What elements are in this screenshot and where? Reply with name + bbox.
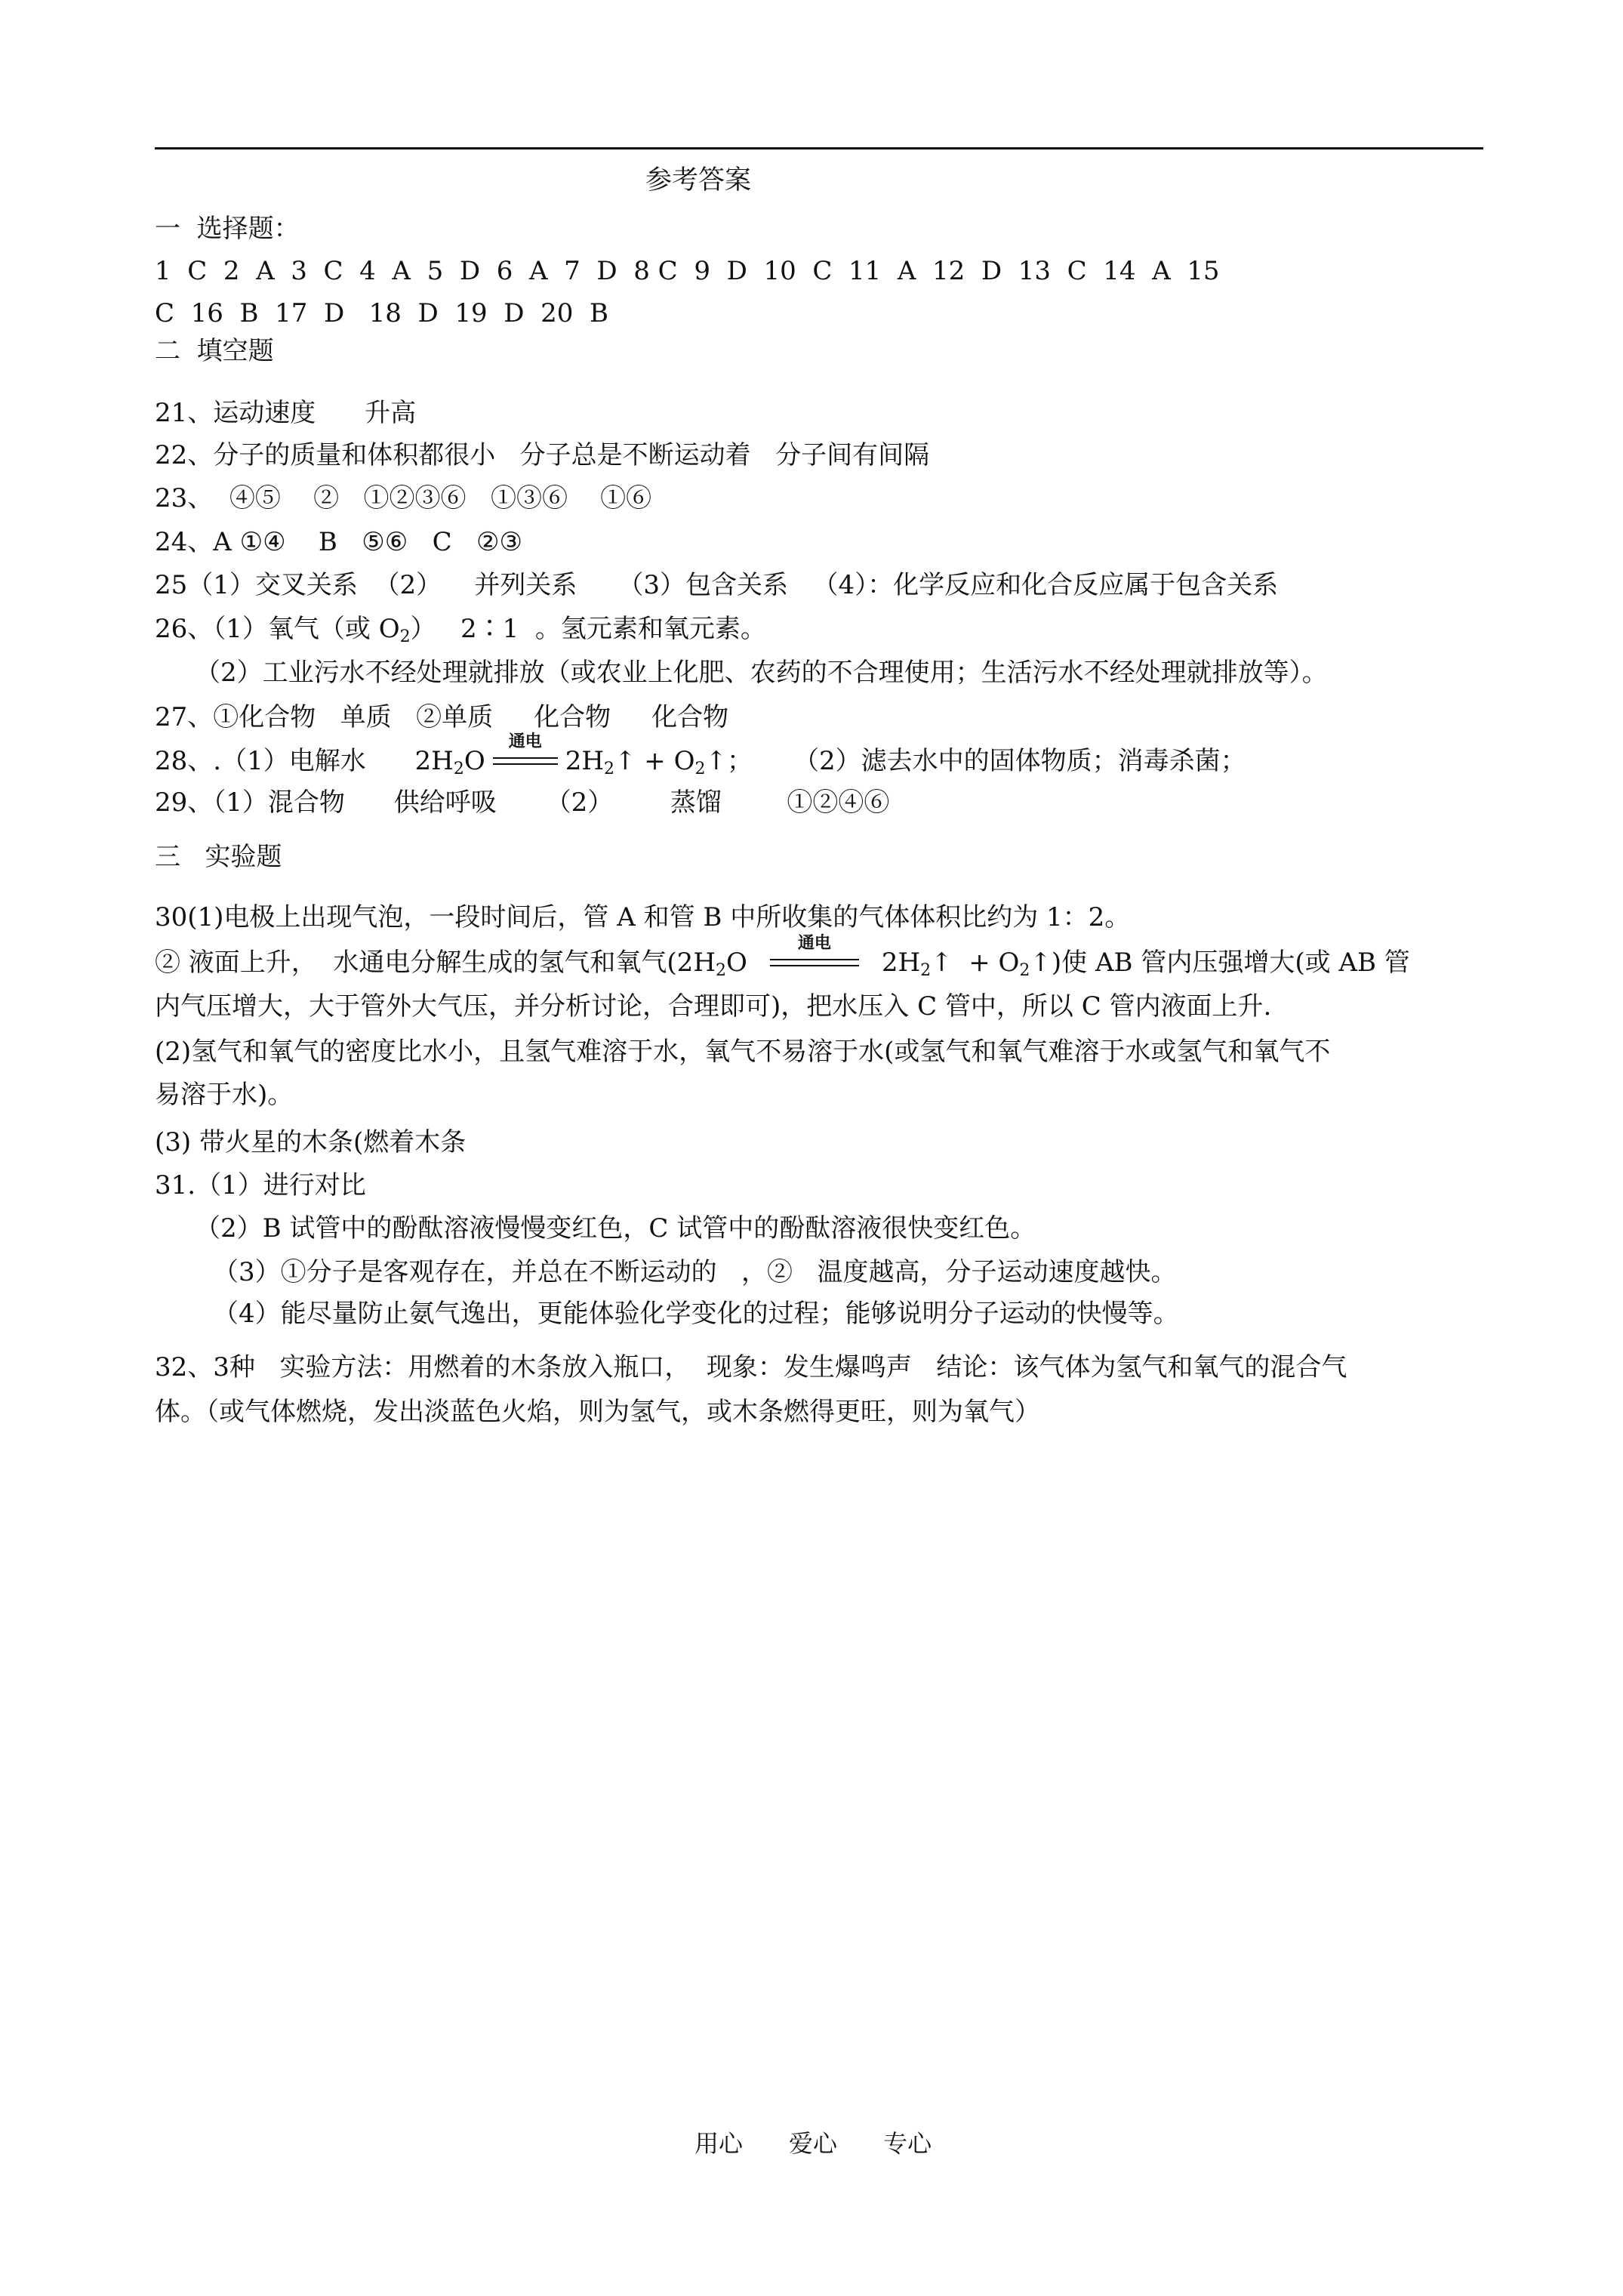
answer-31-2: （2）B 试管中的酚酞溶液慢慢变红色，C 试管中的酚酞溶液很快变红色。 [195,1213,1036,1244]
answer-32-2: 体。（或气体燃烧，发出淡蓝色火焰，则为氢气，或木条燃得更旺，则为氧气） [155,1397,1040,1427]
answer-30-1: 30(1)电极上出现气泡，一段时间后，管 A 和管 B 中所收集的气体体积比约为 1：2。 [155,902,1131,932]
header-rule [155,147,1483,149]
answer-30-3: 内气压增大，大于管外大气压，并分析讨论，合理即可)，把水压入 C 管中，所以 C 管内液面上升. [155,991,1272,1022]
answer-31-3: （3）①分子是客观存在，并总在不断运动的 ，② 温度越高，分子运动速度越快。 [213,1257,1177,1287]
answer-31-1: 31.（1）进行对比 [155,1170,366,1200]
answer-30-2: ② 液面上升， 水通电分解生成的氢气和氧气($2H_2O$ 通电 $2H_2↑$ + $O_2↑$)使 AB 管内压强增大(或 AB 管 [155,933,1410,980]
page-footer: 用心 爱心 专心 [694,2129,932,2158]
answer-30-5: 易溶于水)。 [155,1080,294,1110]
answer-21: 21、运动速度 升高 [155,398,417,428]
answer-30-6: (3) 带火星的木条(燃着木条 [155,1127,467,1157]
answer-23: 23、 ④⑤ ② ①②③⑥ ①③⑥ ①⑥ [155,483,652,513]
answer-22: 22、分子的质量和体积都很小 分子总是不断运动着 分子间有间隔 [155,440,930,470]
section-choice: 一 选择题： [155,214,300,244]
section-experiment: 三 实验题 [155,842,282,872]
answer-29: 29、（1）混合物 供给呼吸 （2） 蒸馏 ①②④⑥ [155,787,890,818]
answer-24: 24、A ①④ B ⑤⑥ C ②③ [155,527,523,557]
reaction-condition-electrolysis: 通电 [493,751,558,774]
reaction-condition-electrolysis-2: 通电 [770,953,859,975]
answer-28: 28、.（1）电解水 $2H_2O$ 通电 $2H_2↑$ + $O_2↑$； （2）滤去水中的固体物质；消毒杀菌； [155,732,1246,778]
choice-answers-1: 1 C 2 A 3 C 4 A 5 D 6 A 7 D 8 C 9 D 10 C 11 A 12 D 13 C 14 A 15 [155,256,1220,286]
answer-26: 26、（1）氧气（或 $O_2$） 2∶1 。氢元素和氧元素。 [155,614,766,646]
section-fill: 二 填空题 [155,336,274,366]
choice-answers-2: C 16 B 17 D 18 D 19 D 20 B [155,298,609,328]
answer-31-4: （4）能尽量防止氨气逸出，更能体验化学变化的过程；能够说明分子运动的快慢等。 [213,1299,1179,1329]
page-title: 参考答案 [645,165,752,196]
answer-27: 27、①化合物 单质 ②单质 化合物 化合物 [155,702,729,732]
answer-26-2: （2）工业污水不经处理就排放（或农业上化肥、农药的不合理使用；生活污水不经处理就排放等）。 [195,658,1328,688]
answer-30-4: (2)氢气和氧气的密度比水小，且氢气难溶于水，氧气不易溶于水(或氢气和氧气难溶于水或氢气和氧气不 [155,1037,1331,1067]
answer-25: 25（1）交叉关系 （2） 并列关系 （3）包含关系 （4）：化学反应和化合反应属于包含关系 [155,570,1279,600]
answer-32-1: 32、3种 实验方法：用燃着的木条放入瓶口， 现象：发生爆鸣声 结论：该气体为氢气和氧气的混合气 [155,1352,1347,1382]
